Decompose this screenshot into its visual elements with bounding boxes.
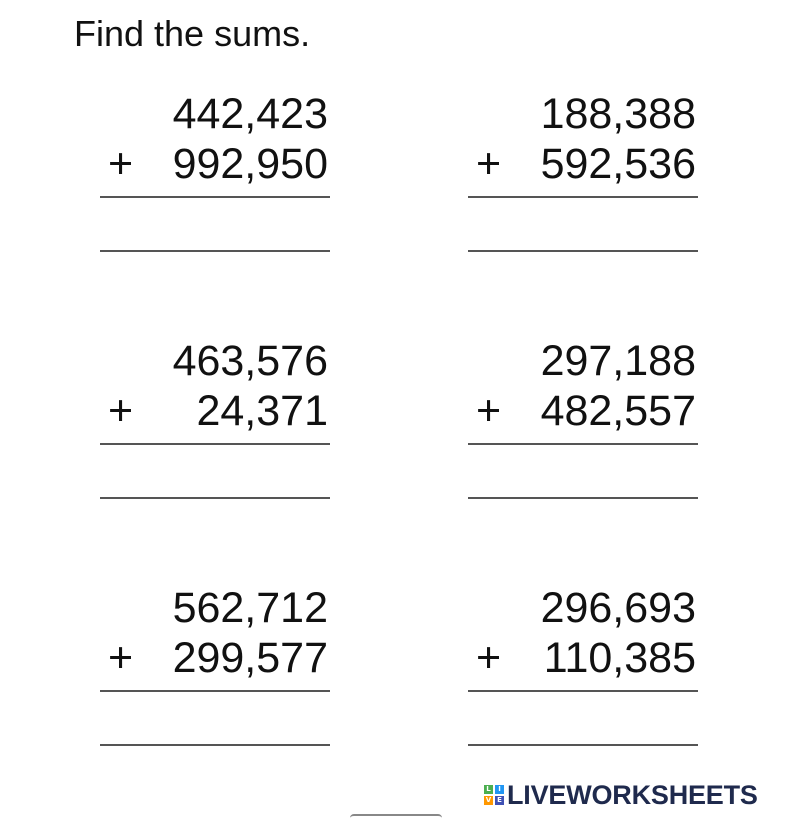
plus-sign: + [108, 634, 134, 682]
instruction-heading: Find the sums. [74, 13, 311, 54]
addend-bottom: 992,950 [172, 140, 328, 188]
addend-bottom: 24,371 [196, 387, 328, 435]
logo-mark-cell: V [485, 796, 492, 804]
plus-sign: + [476, 634, 502, 682]
addition-problem-6 [468, 584, 698, 754]
logo-mark-cell: I [495, 785, 504, 794]
sum-line [100, 690, 330, 692]
liveworksheets-logo[interactable] [484, 780, 758, 810]
bottom-tab-handle[interactable] [350, 814, 442, 821]
answer-blank[interactable] [100, 744, 330, 746]
addend-top: 562,712 [172, 584, 328, 632]
addend-bottom: 592,536 [540, 140, 696, 188]
plus-sign: + [476, 140, 502, 188]
answer-blank[interactable] [100, 250, 330, 252]
sum-line [468, 196, 698, 198]
sum-line [100, 443, 330, 445]
answer-blank[interactable] [468, 744, 698, 746]
logo-mark-cell: L [484, 785, 493, 794]
addend-top: 296,693 [540, 584, 696, 632]
sum-line [468, 690, 698, 692]
addition-problem-5 [100, 584, 330, 754]
logo-mark-icon [484, 785, 504, 805]
plus-sign: + [108, 387, 134, 435]
addition-problem-2 [468, 90, 698, 260]
addend-top: 297,188 [540, 337, 696, 385]
addend-top: 188,388 [540, 90, 696, 138]
plus-sign: + [108, 140, 134, 188]
logo-text: LIVEWORKSHEETS [507, 779, 758, 810]
answer-blank[interactable] [468, 497, 698, 499]
addend-bottom: 482,557 [540, 387, 696, 435]
addition-problem-1 [100, 90, 330, 260]
sum-line [100, 196, 330, 198]
plus-sign: + [476, 387, 502, 435]
sum-line [468, 443, 698, 445]
addend-bottom: 110,385 [543, 634, 696, 682]
addition-problem-3 [100, 337, 330, 507]
answer-blank[interactable] [100, 497, 330, 499]
addend-top: 442,423 [172, 90, 328, 138]
answer-blank[interactable] [468, 250, 698, 252]
addend-bottom: 299,577 [172, 634, 328, 682]
addition-problem-4 [468, 337, 698, 507]
addend-top: 463,576 [172, 337, 328, 385]
logo-mark-cell: E [495, 796, 504, 805]
